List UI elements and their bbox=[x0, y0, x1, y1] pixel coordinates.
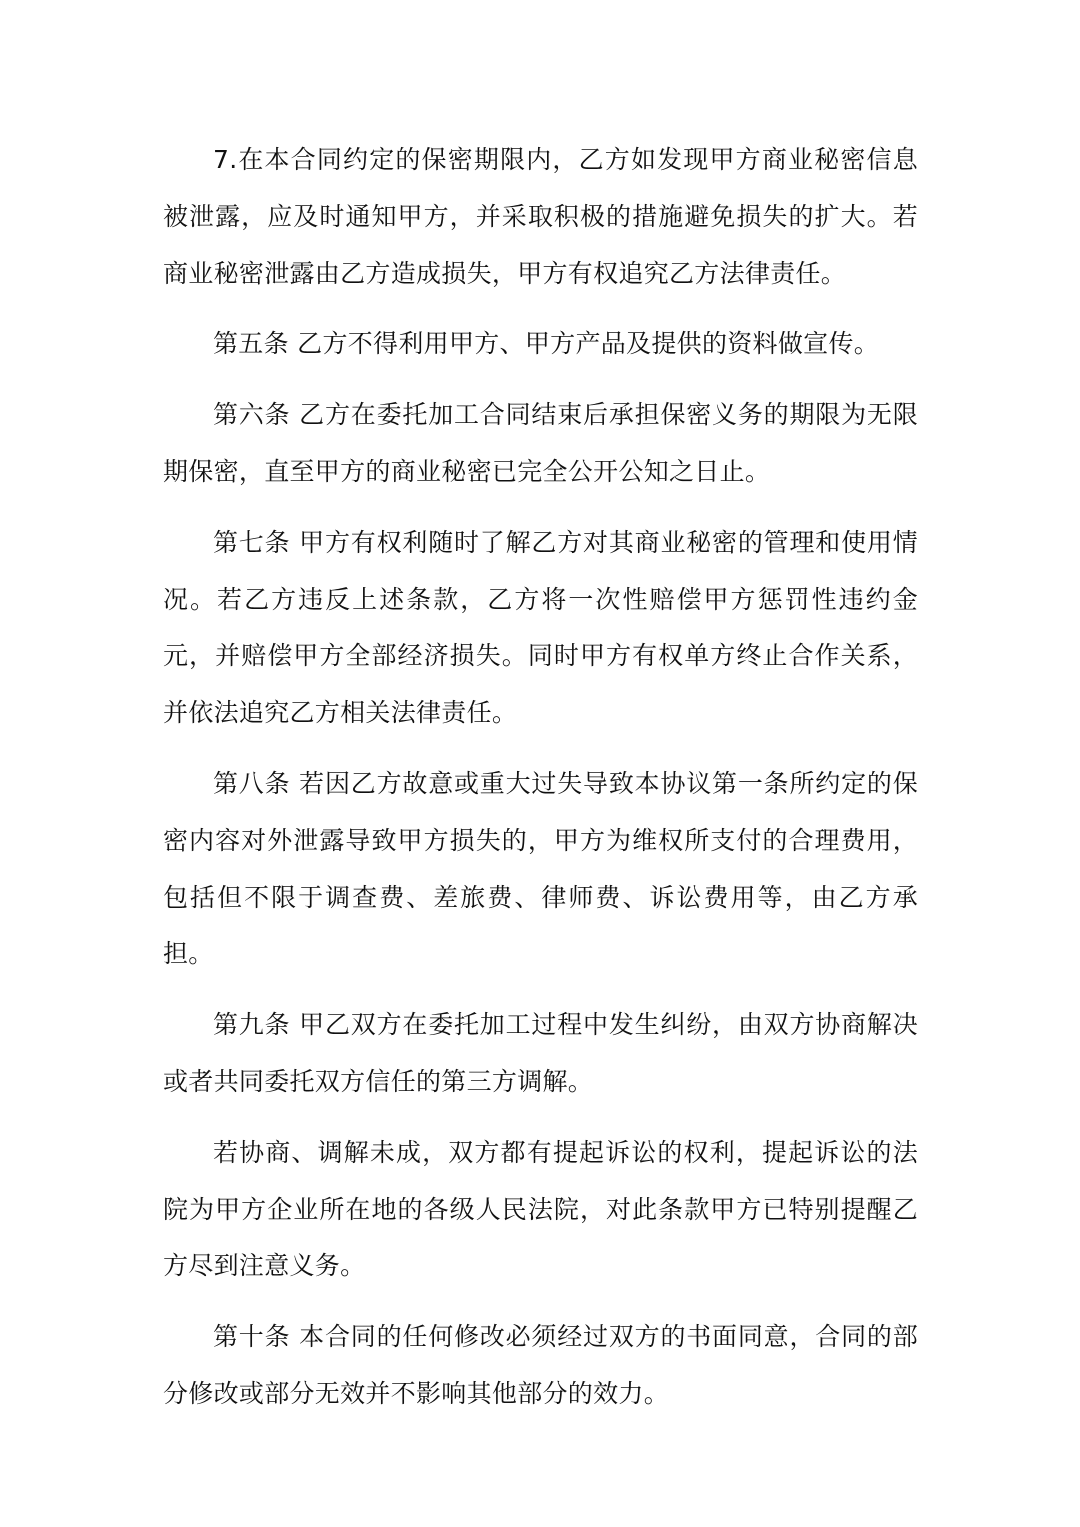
article-8-paragraph: 第八条 若因乙方故意或重大过失导致本协议第一条所约定的保密内容对外泄露导致甲方损失的，甲方为维权所支付的合理费用，包括但不限于调查费、差旅费、律师费、诉讼费用等，由乙方承担。 bbox=[163, 768, 918, 969]
article-9-litigation-paragraph: 若协商、调解未成，双方都有提起诉讼的权利，提起诉讼的法院为甲方企业所在地的各级人民法院，对此条款甲方已特别提醒乙方尽到注意义务。 bbox=[163, 1137, 918, 1281]
article-9-paragraph: 第九条 甲乙双方在委托加工过程中发生纠纷，由双方协商解决或者共同委托双方信任的第三方调解。 bbox=[163, 1010, 918, 1096]
article-7-paragraph: 第七条 甲方有权利随时了解乙方对其商业秘密的管理和使用情况。若乙方违反上述条款，乙方将一次性赔偿甲方惩罚性违约金元，并赔偿甲方全部经济损失。同时甲方有权单方终止合作关系，并依法追究乙方相关法律责任。 bbox=[163, 527, 918, 728]
clause-7-paragraph: 7.在本合同约定的保密期限内，乙方如发现甲方商业秘密信息被泄露，应及时通知甲方，并采取积极的措施避免损失的扩大。若商业秘密泄露由乙方造成损失，甲方有权追究乙方法律责任。 bbox=[163, 145, 918, 288]
document-body bbox=[163, 132, 918, 1437]
article-10-paragraph: 第十条 本合同的任何修改必须经过双方的书面同意，合同的部分修改或部分无效并不影响其他部分的效力。 bbox=[163, 1322, 918, 1408]
article-5-paragraph: 第五条 乙方不得利用甲方、甲方产品及提供的资料做宣传。 bbox=[213, 329, 880, 359]
article-6-paragraph: 第六条 乙方在委托加工合同结束后承担保密义务的期限为无限期保密，直至甲方的商业秘密已完全公开公知之日止。 bbox=[163, 400, 918, 486]
